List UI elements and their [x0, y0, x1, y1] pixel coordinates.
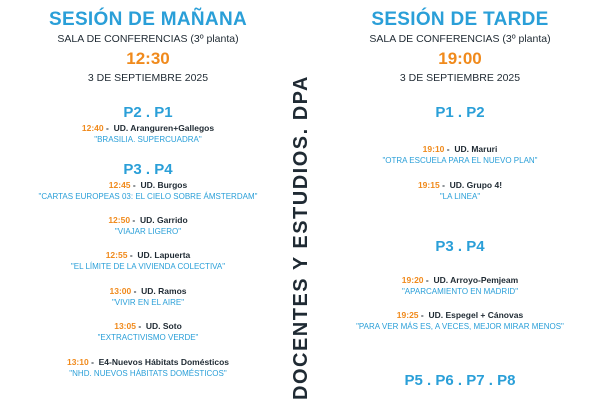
morning-venue: SALA DE CONFERENCIAS (3º planta) [57, 33, 239, 45]
entry-unit: UD. Ramos [141, 286, 187, 296]
entry-time: 13:10 [66, 357, 89, 367]
afternoon-start-time: 19:00 [438, 49, 482, 68]
entry-title: "CARTAS EUROPEAS 03: EL CIELO SOBRE ÁMSTERDAM" [38, 192, 258, 201]
morning-entry: 12:50 - UD. Garrido "VIAJAR LIGERO" [8, 215, 288, 237]
entry-title: "LA LINEA" [439, 192, 481, 201]
morning-start-time: 12:30 [126, 49, 170, 68]
vertical-banner [282, 0, 320, 400]
afternoon-group-p3-p4: P3 . P4 [435, 238, 485, 255]
entry-unit: UD. Garrido [139, 215, 188, 225]
entry-time: 12:40 [81, 123, 104, 133]
entry-title: "EXTRACTIVISMO VERDE" [97, 333, 199, 342]
morning-date: 3 DE SEPTIEMBRE 2025 [87, 72, 209, 84]
entry-title: "NHD. NUEVOS HÁBITATS DOMÉSTICOS" [69, 369, 227, 378]
morning-entry: 12:55 - UD. Lapuerta "EL LÍMITE DE LA VIVIENDA COLECTIVA" [8, 250, 288, 272]
afternoon-session-title: SESIÓN DE TARDE [371, 9, 549, 30]
afternoon-entry: 19:20 - UD. Arroyo-Pemjeam "APARCAMIENTO EN MADRID" [320, 275, 600, 297]
morning-entry: 13:00 - UD. Ramos "VIVIR EN EL AIRE" [8, 286, 288, 308]
entry-unit: UD. Lapuerta [137, 250, 191, 260]
entry-time: 12:50 [108, 215, 131, 225]
entry-unit: UD. Maruri [454, 144, 498, 154]
afternoon-date: 3 DE SEPTIEMBRE 2025 [399, 72, 521, 84]
entry-unit: UD. Espegel + Cánovas [428, 310, 524, 320]
vertical-banner-text: DOCENTES Y ESTUDIOS. DPA [290, 75, 312, 400]
afternoon-group-p1-p2: P1 . P2 [435, 104, 485, 121]
morning-session [8, 0, 288, 378]
entry-unit: UD. Arroyo-Pemjeam [433, 275, 519, 285]
morning-entry: 12:40 - UD. Aranguren+Gallegos "BRASILIA. SUPERCUADRA" [8, 123, 288, 145]
entry-unit: UD. Grupo 4! [449, 180, 503, 190]
morning-session-title: SESIÓN DE MAÑANA [49, 9, 247, 30]
morning-group-p2-p1: P2 . P1 [123, 104, 173, 121]
morning-entry: 13:05 - UD. Soto "EXTRACTIVISMO VERDE" [8, 321, 288, 343]
entry-title: "OTRA ESCUELA PARA EL NUEVO PLAN" [382, 156, 538, 165]
afternoon-entry: 19:15 - UD. Grupo 4! "LA LINEA" [320, 180, 600, 202]
afternoon-venue: SALA DE CONFERENCIAS (3º planta) [369, 33, 551, 45]
entry-unit: UD. Aranguren+Gallegos [113, 123, 215, 133]
entry-title: "VIAJAR LIGERO" [114, 227, 182, 236]
entry-time: 12:45 [108, 180, 131, 190]
entry-time: 19:15 [417, 180, 440, 190]
entry-time: 13:00 [109, 286, 132, 296]
morning-entry: 13:10 - E4-Nuevos Hábitats Domésticos "NHD. NUEVOS HÁBITATS DOMÉSTICOS" [8, 357, 288, 379]
entry-title: "EL LÍMITE DE LA VIVIENDA COLECTIVA" [70, 262, 226, 271]
entry-time: 19:25 [396, 310, 419, 320]
entry-time: 12:55 [105, 250, 128, 260]
entry-time: 19:20 [401, 275, 424, 285]
entry-time: 13:05 [114, 321, 136, 331]
morning-entry: 12:45 - UD. Burgos "CARTAS EUROPEAS 03: EL CIELO SOBRE ÁMSTERDAM" [8, 180, 288, 202]
entry-title: "PARA VER MÁS ES, A VECES, MEJOR MIRAR MENOS" [356, 322, 564, 331]
entry-title: "APARCAMIENTO EN MADRID" [401, 287, 519, 296]
afternoon-entry: 19:10 - UD. Maruri "OTRA ESCUELA PARA EL NUEVO PLAN" [320, 144, 600, 166]
entry-unit: E4-Nuevos Hábitats Domésticos [98, 357, 230, 367]
entry-unit: UD. Burgos [140, 180, 188, 190]
entry-title: "BRASILIA. SUPERCUADRA" [94, 135, 202, 144]
morning-group-p3-p4: P3 . P4 [123, 161, 173, 178]
afternoon-session [320, 0, 600, 389]
afternoon-entry: 19:25 - UD. Espegel + Cánovas "PARA VER MÁS ES, A VECES, MEJOR MIRAR MENOS" [320, 310, 600, 332]
entry-time: 19:10 [422, 144, 445, 154]
afternoon-group-p5-p8: P5 . P6 . P7 . P8 [404, 372, 516, 389]
entry-unit: UD. Soto [145, 321, 182, 331]
entry-title: "VIVIR EN EL AIRE" [111, 298, 185, 307]
